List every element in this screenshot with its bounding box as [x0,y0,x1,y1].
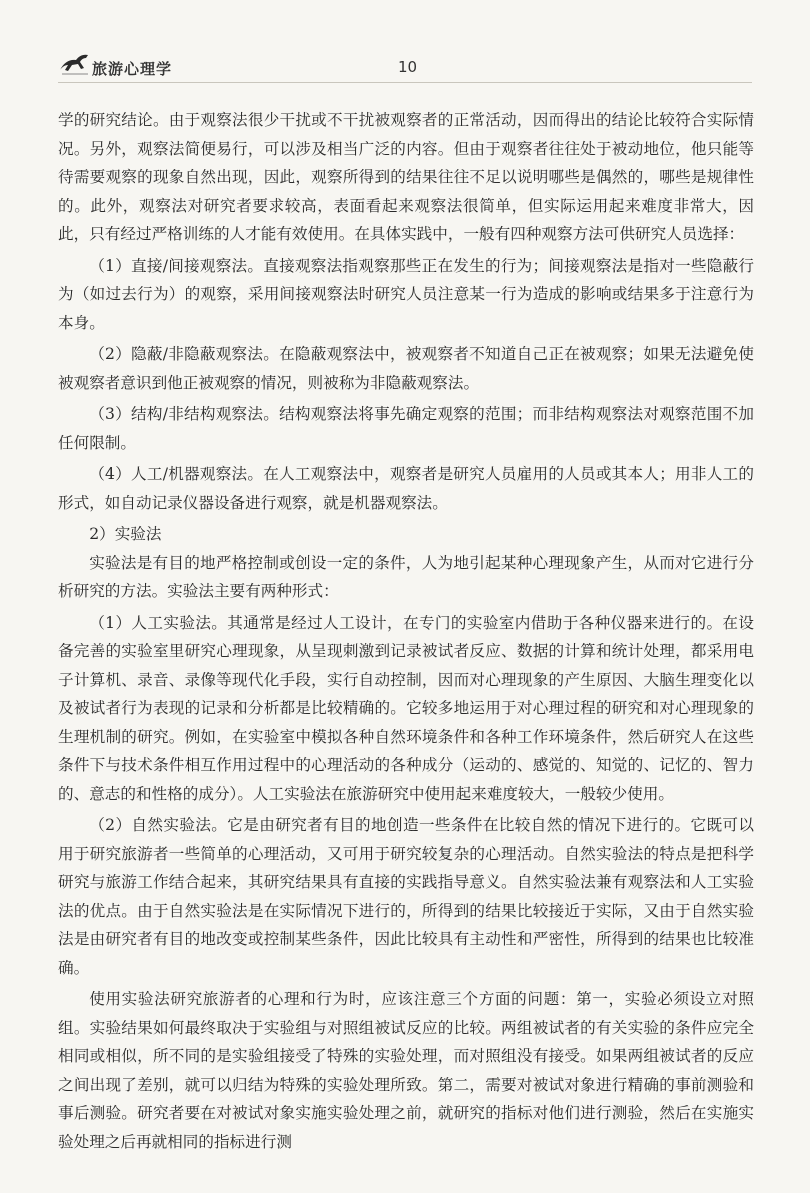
page-header [0,0,810,95]
horse-logo-icon [58,50,92,78]
paragraph: 使用实验法研究旅游者的心理和行为时，应该注意三个方面的问题：第一，实验必须设立对照组。实验结果如何最终取决于实验组与对照组被试反应的比较。两组被试者的有关实验的条件应完全相同或相似，所不同的是实验组接受了特殊的实验处理，而对照组没有接受。如果两组被试者的反应之间出现了差别，就可以归结为特殊的实验处理所致。第二，需要对被试对象进行精确的事前测验和事后测验。研究者要在对被试对象实施实验处理之前，就研究的指标对他们进行测验，然后在实施实验处理之后再就相同的指标进行测 [58,990,754,1151]
paragraph: 学的研究结论。由于观察法很少干扰或不干扰被观察者的正常活动，因而得出的结论比较符合实际情况。另外，观察法简便易行，可以涉及相当广泛的内容。但由于观察者往往处于被动地位，他只能等待需要观察的现象自然出现，因此，观察所得到的结果往往不足以说明哪些是偶然的，哪些是规律性的。此外，观察法对研究者要求较高，表面看起来观察法很简单，但实际运用起来难度非常大，因此，只有经过严格训练的人才能有效使用。在具体实践中，一般有四种观察方法可供研究人员选择： [58,111,754,243]
paragraph: （1）直接/间接观察法。直接观察法指观察那些正在发生的行为；间接观察法是指对一些隐蔽行为（如过去行为）的观察，采用间接观察法时研究人员注意某一行为造成的影响或结果多于注意行为本身。 [58,256,754,332]
section-heading: 2）实验法 [89,525,162,543]
paragraph: （1）人工实验法。其通常是经过人工设计，在专门的实验室内借助于各种仪器来进行的。在设备完善的实验室里研究心理现象，从呈现刺激到记录被试者反应、数据的计算和统计处理，都采用电子计算机、录音、录像等现代化手段，实行自动控制，因而对心理现象的产生原因、大脑生理变化以及被试者行为表现的记录和分析都是比较精确的。它较多地运用于对心理过程的研究和对心理现象的生理机制的研究。例如，在实验室中模拟各种自然环境条件和各种工作环境条件，然后研究人在这些条件下与技术条件相互作用过程中的心理活动的各种成分（运动的、感觉的、知觉的、记忆的、智力的、意志的和性格的成分）。人工实验法在旅游研究中使用起来难度较大，一般较少使用。 [58,613,754,803]
page-number: 10 [398,58,418,76]
book-title: 旅游心理学 [92,60,173,78]
paragraph: （2）自然实验法。它是由研究者有目的地创造一些条件在比较自然的情况下进行的。它既可以用于研究旅游者一些简单的心理活动，又可用于研究较复杂的心理活动。自然实验法的特点是把科学研究与旅游工作结合起来，其研究结果具有直接的实践指导意义。自然实验法兼有观察法和人工实验法的优点。由于自然实验法是在实际情况下进行的，所得到的结果比较接近于实际，又由于自然实验法是由研究者有目的地改变或控制某些条件，因此比较具有主动性和严密性，所得到的结果也比较准确。 [58,816,754,977]
paragraph: 实验法是有目的地严格控制或创设一定的条件，人为地引起某种心理现象产生，从而对它进行分析研究的方法。实验法主要有两种形式： [58,553,754,600]
body-text [58,106,754,1156]
paragraph: （3）结构/非结构观察法。结构观察法将事先确定观察的范围；而非结构观察法对观察范围不加任何限制。 [58,405,754,452]
header-divider [58,82,752,83]
paragraph: （4）人工/机器观察法。在人工观察法中，观察者是研究人员雇用的人员或其本人；用非人工的形式，如自动记录仪器设备进行观察，就是机器观察法。 [58,465,754,512]
paragraph: （2）隐蔽/非隐蔽观察法。在隐蔽观察法中，被观察者不知道自己正在被观察；如果无法避免使被观察者意识到他正被观察的情况，则被称为非隐蔽观察法。 [58,345,754,392]
